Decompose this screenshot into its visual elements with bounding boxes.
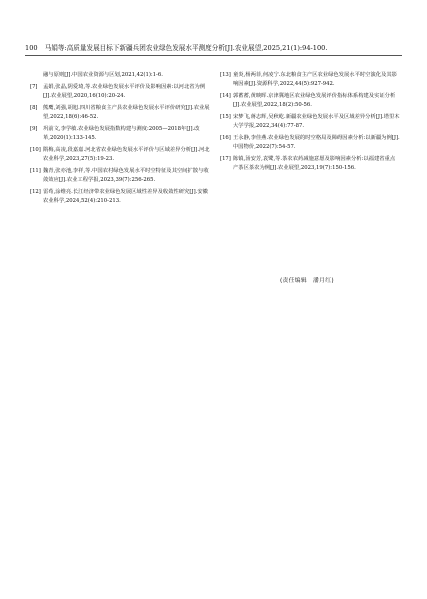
reference-number: [17] xyxy=(220,156,231,162)
reference-number: [12] xyxy=(30,188,41,195)
reference-entry xyxy=(30,104,210,122)
reference-text: 隋梅,高凌,段嘉嘉.河北省农业绿色发展水平评价与区域差异分析[J].河北农业科学,2023,27(5):19-23. xyxy=(43,146,210,162)
reference-entry xyxy=(30,167,210,185)
reference-entry xyxy=(30,188,210,206)
reference-number: [13] xyxy=(220,72,231,78)
reference-number: [11] xyxy=(30,167,41,174)
references-right-column xyxy=(220,71,400,176)
reference-number: [9] xyxy=(30,125,38,132)
reference-entry xyxy=(220,155,400,173)
reference-number: [7] xyxy=(30,83,38,90)
reference-number: [8] xyxy=(30,104,38,111)
header-rule xyxy=(25,55,402,56)
reference-text: 雷荀,涂维亮.长江经济带农业绿色发展区域性差异及收敛性研究[J].安徽农业科学,2024,52(4):210-213. xyxy=(43,188,208,204)
reference-number: [14] xyxy=(220,93,231,99)
reference-text: 巩前文,李学敏.农业绿色发展指数构建与测度:2005—2018年[J].改革,2020(1):133-145. xyxy=(43,125,200,141)
reference-entry xyxy=(220,92,400,110)
reference-text: 郭蓄蓄,黄映晖.京津冀地区农业绿色发展评价指标体系构建及实证分析[J].农业展望,2022,18(2):50-56. xyxy=(233,93,396,109)
reference-entry xyxy=(220,113,400,131)
running-header xyxy=(25,44,405,53)
reference-entry xyxy=(30,83,210,101)
reference-text: 陈镇,汤安芳,袁鹭,等.茶农农药减施意愿及影响因素分析:以福建省重点产茶区茶农为例[J].农业展望,2023,19(7):150-156. xyxy=(233,156,396,172)
reference-text: 童炎,杨两菲,何凌宁.东北粮食主产区农业绿色发展水平时空演化及其影响因素[J].资源科学,2022,44(5):927-942. xyxy=(233,72,397,88)
reference-text: 熊鹰,刘强,胡旭.四川省粮食主产县农业绿色发展水平评价研究[J].农业展望,2022,18(6):46-52. xyxy=(43,104,210,120)
reference-entry xyxy=(30,71,210,80)
reference-entry xyxy=(30,125,210,143)
page-number: 100 xyxy=(25,44,38,52)
reference-text: 宋梦飞,蒋志辉,吴秋屹.新疆农业绿色发展水平及区域差异分析[J].塔里木大学学报,2022,34(4):77-87. xyxy=(233,114,400,130)
reference-number xyxy=(30,71,43,80)
reference-number: [15] xyxy=(220,114,231,120)
references-left-column xyxy=(30,71,210,209)
reference-number: [16] xyxy=(220,135,231,141)
header-citation: 马娟等:高质量发展目标下新疆兵团农业绿色发展水平测度分析[J].农业展望,2025,21(1):94-100. xyxy=(44,44,328,52)
reference-text: 融与原则[J].中国农业资源与区划,2021,42(1):1-6. xyxy=(43,72,163,78)
reference-text: 孟娟,张晶,阴爱琦,等.农业绿色发展水平评价及影响因素:以河北省为例[J].农业展望,2020,16(10):20-24. xyxy=(43,83,206,99)
reference-entry xyxy=(220,134,400,152)
reference-text: 王永静,李佳燕.农业绿色发展的时空格局及障碍因素分析:以新疆为例[J].中国物价,2022(7):54-57. xyxy=(233,135,400,151)
reference-entry xyxy=(220,71,400,89)
reference-entry xyxy=(30,146,210,164)
reference-number: [10] xyxy=(30,146,41,153)
responsible-editor: (责任编辑 潘月红) xyxy=(280,278,334,284)
reference-text: 魏青,张亦池,李祥,等.中国农村绿色发展水平时空特征及其空间扩散与收敛效应[J].农业工程学报,2023,39(7):256-265. xyxy=(43,167,209,183)
